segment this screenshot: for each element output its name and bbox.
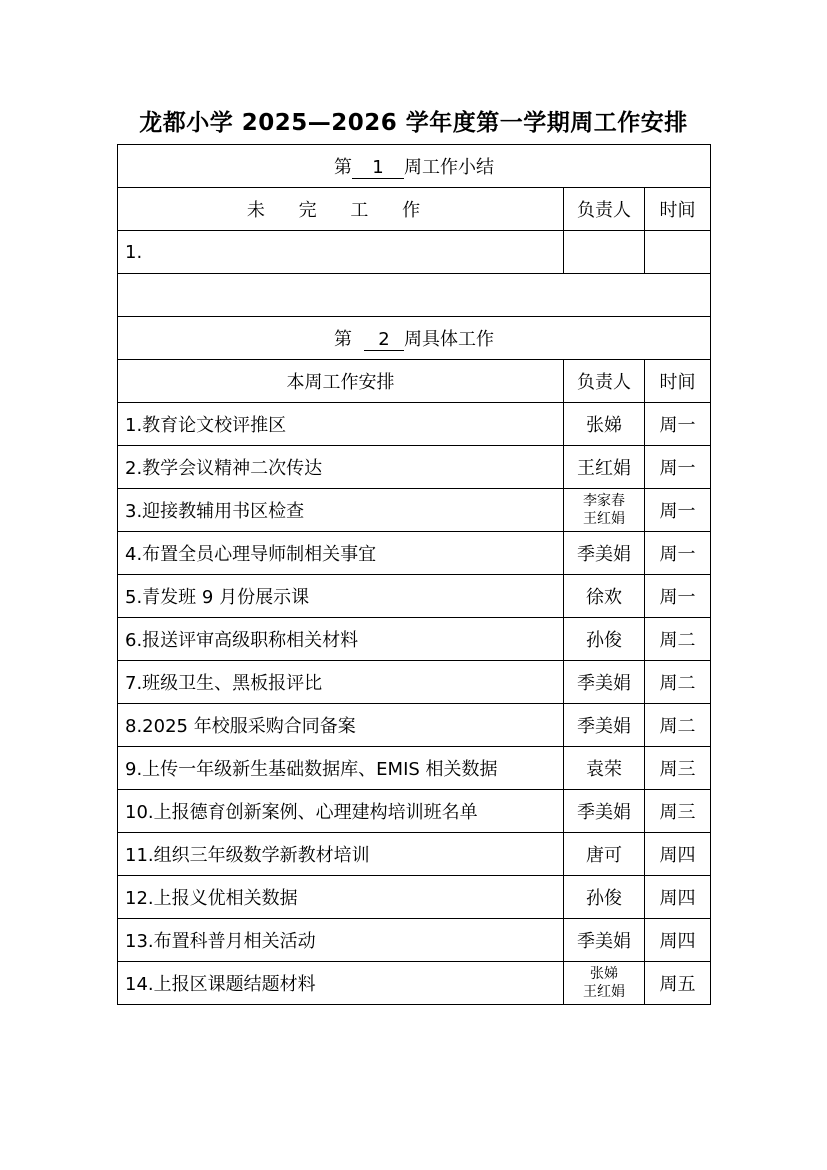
schedule-table [117, 144, 711, 1005]
owner-cell: 季美娟 [564, 919, 645, 962]
header-this-week-tasks: 本周工作安排 [118, 360, 564, 403]
header-owner: 负责人 [564, 188, 645, 231]
header-owner: 负责人 [564, 360, 645, 403]
time-cell: 周一 [645, 575, 711, 618]
summary-row [118, 231, 711, 274]
table-row [118, 489, 711, 532]
blank-row [118, 274, 711, 317]
time-cell: 周一 [645, 532, 711, 575]
task-cell: 13.布置科普月相关活动 [118, 919, 564, 962]
task-cell: 1.教育论文校评推区 [118, 403, 564, 446]
owner-name: 王红娟 [583, 984, 625, 1000]
header-unfinished-task: 未 完 工 作 [118, 188, 564, 231]
owner-cell: 季美娟 [564, 704, 645, 747]
owner-name: 张娣 [590, 966, 618, 982]
summary-time [645, 231, 711, 274]
summary-header-row [118, 188, 711, 231]
task-cell: 8.2025 年校服采购合同备案 [118, 704, 564, 747]
owner-cell [564, 962, 645, 1005]
task-cell: 5.青发班 9 月份展示课 [118, 575, 564, 618]
owner-cell: 季美娟 [564, 661, 645, 704]
task-cell: 14.上报区课题结题材料 [118, 962, 564, 1005]
plan-heading-row [118, 317, 711, 360]
time-cell: 周五 [645, 962, 711, 1005]
task-cell: 9.上传一年级新生基础数据库、EMIS 相关数据 [118, 747, 564, 790]
table-row [118, 403, 711, 446]
table-row [118, 446, 711, 489]
summary-heading-row [118, 145, 711, 188]
owner-cell: 王红娟 [564, 446, 645, 489]
time-cell: 周四 [645, 919, 711, 962]
table-row [118, 532, 711, 575]
time-cell: 周三 [645, 747, 711, 790]
task-cell: 11.组织三年级数学新教材培训 [118, 833, 564, 876]
time-cell: 周一 [645, 403, 711, 446]
table-row [118, 747, 711, 790]
page-title: 龙都小学 2025—2026 学年度第一学期周工作安排 [139, 110, 688, 136]
table-row [118, 661, 711, 704]
time-cell: 周一 [645, 446, 711, 489]
summary-prefix: 第 [334, 157, 353, 178]
owner-cell: 季美娟 [564, 790, 645, 833]
summary-week-number: 1 [352, 158, 404, 179]
task-cell: 3.迎接教辅用书区检查 [118, 489, 564, 532]
header-time: 时间 [645, 360, 711, 403]
time-cell: 周二 [645, 618, 711, 661]
plan-heading [118, 317, 711, 360]
plan-header-row [118, 360, 711, 403]
plan-suffix: 周具体工作 [404, 329, 495, 350]
plan-week-number: 2 [364, 330, 404, 351]
owner-cell: 张娣 [564, 403, 645, 446]
table-row [118, 704, 711, 747]
owner-cell: 孙俊 [564, 876, 645, 919]
time-cell: 周二 [645, 704, 711, 747]
owner-cell: 季美娟 [564, 532, 645, 575]
task-cell: 4.布置全员心理导师制相关事宜 [118, 532, 564, 575]
table-row [118, 833, 711, 876]
owner-cell: 孙俊 [564, 618, 645, 661]
summary-heading [118, 145, 711, 188]
owner-cell: 徐欢 [564, 575, 645, 618]
owner-cell: 袁荣 [564, 747, 645, 790]
owner-cell: 唐可 [564, 833, 645, 876]
table-row [118, 790, 711, 833]
time-cell: 周四 [645, 876, 711, 919]
task-cell: 10.上报德育创新案例、心理建构培训班名单 [118, 790, 564, 833]
table-row [118, 618, 711, 661]
table-row [118, 876, 711, 919]
task-cell: 2.教学会议精神二次传达 [118, 446, 564, 489]
table-row [118, 575, 711, 618]
table-row [118, 919, 711, 962]
table-row [118, 962, 711, 1005]
task-cell: 12.上报义优相关数据 [118, 876, 564, 919]
blank-cell [118, 274, 711, 317]
summary-owner [564, 231, 645, 274]
time-cell: 周二 [645, 661, 711, 704]
summary-task: 1. [118, 231, 564, 274]
task-cell: 6.报送评审高级职称相关材料 [118, 618, 564, 661]
header-time: 时间 [645, 188, 711, 231]
owner-name: 李家春 [583, 493, 625, 509]
summary-suffix: 周工作小结 [404, 157, 495, 178]
time-cell: 周三 [645, 790, 711, 833]
owner-cell [564, 489, 645, 532]
owner-name: 王红娟 [583, 511, 625, 527]
time-cell: 周四 [645, 833, 711, 876]
plan-prefix: 第 [334, 329, 353, 350]
time-cell: 周一 [645, 489, 711, 532]
task-cell: 7.班级卫生、黑板报评比 [118, 661, 564, 704]
